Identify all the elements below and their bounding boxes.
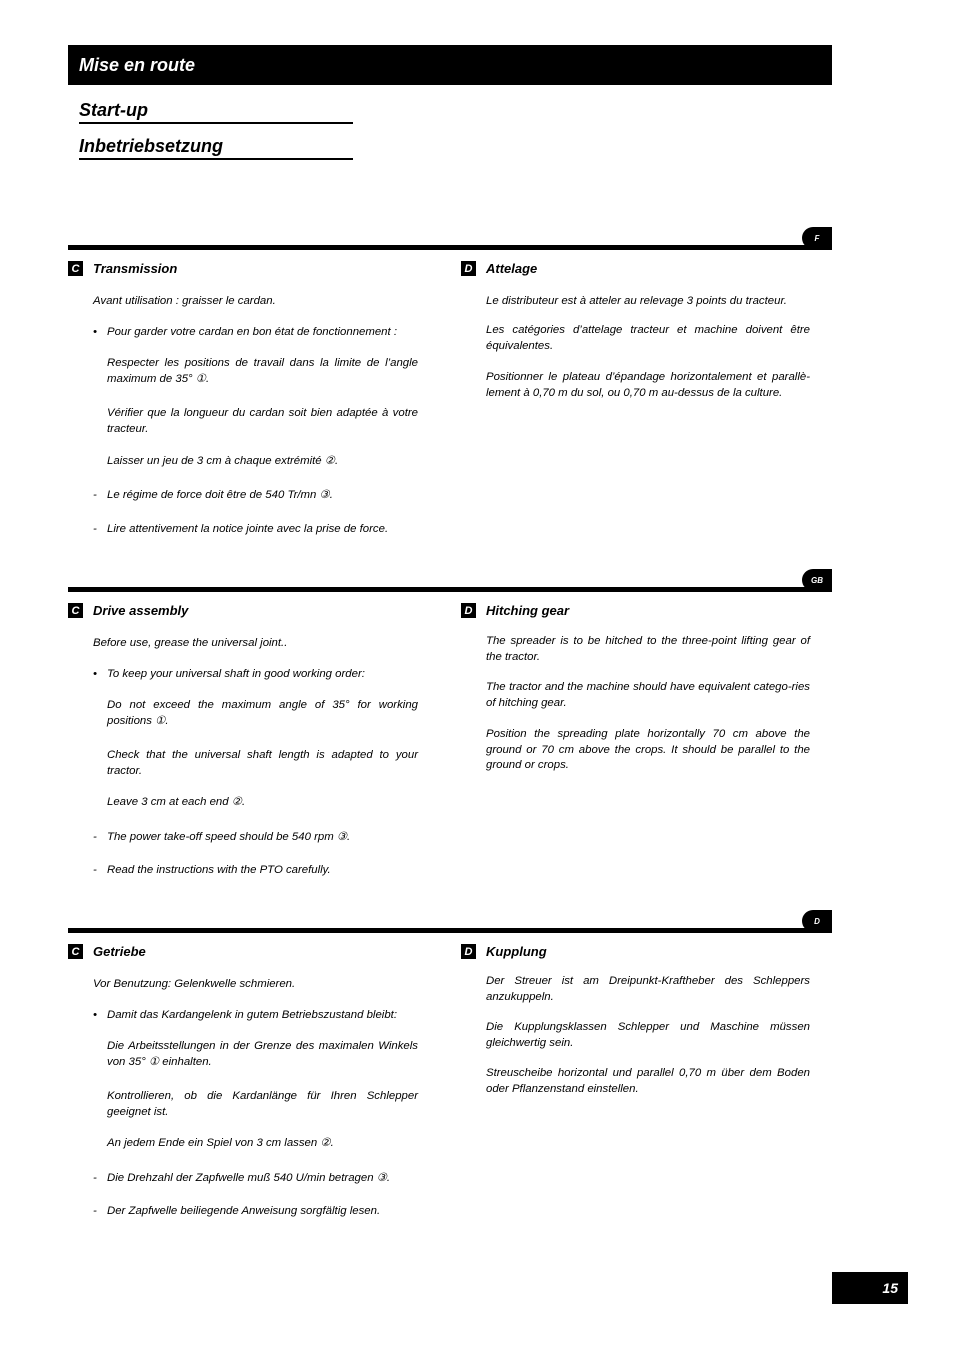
column-attelage [461,261,810,399]
heading-text: Getriebe [93,944,146,959]
paragraph: Die Kupplungsklassen Schlepper und Maschine müssen gleichwertig sein. [486,1021,810,1049]
paragraph: Vérifier que la longueur du cardan soit bien adaptée à votre tracteur. [107,407,418,435]
heading-text: Drive assembly [93,603,189,618]
section-divider [68,928,832,933]
column-heading [461,261,809,277]
column-heading [68,944,418,960]
heading-text: Transmission [93,261,178,276]
paragraph: Le distributeur est à atteler au relevage 3 points du tracteur. [486,295,787,307]
column-heading [461,944,809,960]
subtitle-english: Start-up [79,100,353,124]
paragraph: Les catégories d’attelage tracteur et machine doivent être équivalentes. [486,324,810,352]
paragraph: Avant utilisation : graisser le cardan. [93,295,276,307]
language-tab: D [802,910,832,932]
dash-paragraph [93,1171,418,1187]
paragraph-text: Damit das Kardangelenk in gutem Betriebszustand bleibt: [107,1009,397,1021]
subtitle-german: Inbetriebsetzung [79,136,353,160]
paragraph-text: Le régime de force doit être de 540 Tr/mn ③. [107,489,333,501]
column-heading [68,261,418,277]
column-heading [68,603,418,619]
paragraph: Die Arbeitsstellungen in der Grenze des maximalen Winkels von 35° ① einhalten. [107,1040,418,1068]
bullet-marker: • [93,326,97,338]
column-drive-assembly [68,603,418,876]
paragraph-text: Die Drehzahl der Zapfwelle muß 540 U/min betragen ③. [107,1172,391,1184]
paragraph: Positionner le plateau d’épandage horizontalement et parallè-lement à 0,70 m du sol, ou 0,70 m au-dessus de la culture. [486,371,810,399]
section-letter-badge: C [68,603,83,618]
bullet-paragraph [93,1008,418,1024]
paragraph-text: The power take-off speed should be 540 rpm ③. [107,831,351,843]
column-getriebe [68,944,418,1217]
heading-text: Attelage [486,261,538,276]
dash-marker: - [93,1172,97,1184]
dash-marker: - [93,1205,97,1217]
heading-text: Hitching gear [486,603,570,618]
paragraph: The spreader is to be hitched to the three-point lifting gear of the tractor. [486,635,810,663]
section-letter-badge: D [461,603,476,618]
language-tab: GB [802,569,832,591]
paragraph-text: To keep your universal shaft in good working order: [107,668,365,680]
paragraph: Leave 3 cm at each end ②. [107,796,246,808]
column-kupplung [461,944,810,1095]
section-divider [68,245,832,250]
dash-paragraph [93,1204,418,1220]
paragraph: Der Streuer ist am Dreipunkt-Kraftheber des Schleppers anzukuppeln. [486,975,810,1003]
column-heading [461,603,809,619]
dash-marker: - [93,523,97,535]
bullet-marker: • [93,668,97,680]
paragraph-text: Pour garder votre cardan en bon état de fonctionnement : [107,326,398,338]
page-number: 15 [832,1272,908,1304]
dash-marker: - [93,489,97,501]
paragraph: Respecter les positions de travail dans la limite de l’angle maximum de 35° ①. [107,357,418,385]
paragraph-text: Der Zapfwelle beiliegende Anweisung sorgfältig lesen. [107,1205,381,1217]
bullet-marker: • [93,1009,97,1021]
section-letter-badge: C [68,261,83,276]
paragraph: Check that the universal shaft length is adapted to your tractor. [107,749,418,777]
dash-paragraph [93,522,418,538]
section-letter-badge: D [461,261,476,276]
paragraph: The tractor and the machine should have equivalent catego-ries of hitching gear. [486,681,810,709]
bullet-paragraph [93,667,418,683]
language-tab: F [802,227,832,249]
dash-marker: - [93,831,97,843]
paragraph: Streuscheibe horizontal und parallel 0,70 m über dem Boden oder Pflanzenstand einstellen. [486,1067,810,1095]
section-divider [68,587,832,592]
paragraph-text: Lire attentivement la notice jointe avec la prise de force. [107,523,389,535]
dash-paragraph [93,488,418,504]
paragraph: Do not exceed the maximum angle of 35° for working positions ①. [107,699,418,727]
bullet-paragraph [93,325,418,341]
paragraph: Before use, grease the universal joint.. [93,637,288,649]
dash-paragraph [93,863,418,879]
paragraph-text: Read the instructions with the PTO carefully. [107,864,331,876]
paragraph: Laisser un jeu de 3 cm à chaque extrémité ②. [107,455,339,467]
section-letter-badge: D [461,944,476,959]
paragraph: Position the spreading plate horizontally 70 cm above the ground or 70 cm above the crops. It should be parallel to the ground or crops. [486,728,810,771]
heading-text: Kupplung [486,944,547,959]
section-letter-badge: C [68,944,83,959]
column-transmission [68,261,418,535]
column-hitching-gear [461,603,810,771]
paragraph: Kontrollieren, ob die Kardanlänge für Ihren Schlepper geeignet ist. [107,1090,418,1118]
paragraph: An jedem Ende ein Spiel von 3 cm lassen ②. [107,1137,334,1149]
paragraph: Vor Benutzung: Gelenkwelle schmieren. [93,978,296,990]
dash-paragraph [93,830,418,846]
dash-marker: - [93,864,97,876]
page-title: Mise en route [68,45,832,85]
